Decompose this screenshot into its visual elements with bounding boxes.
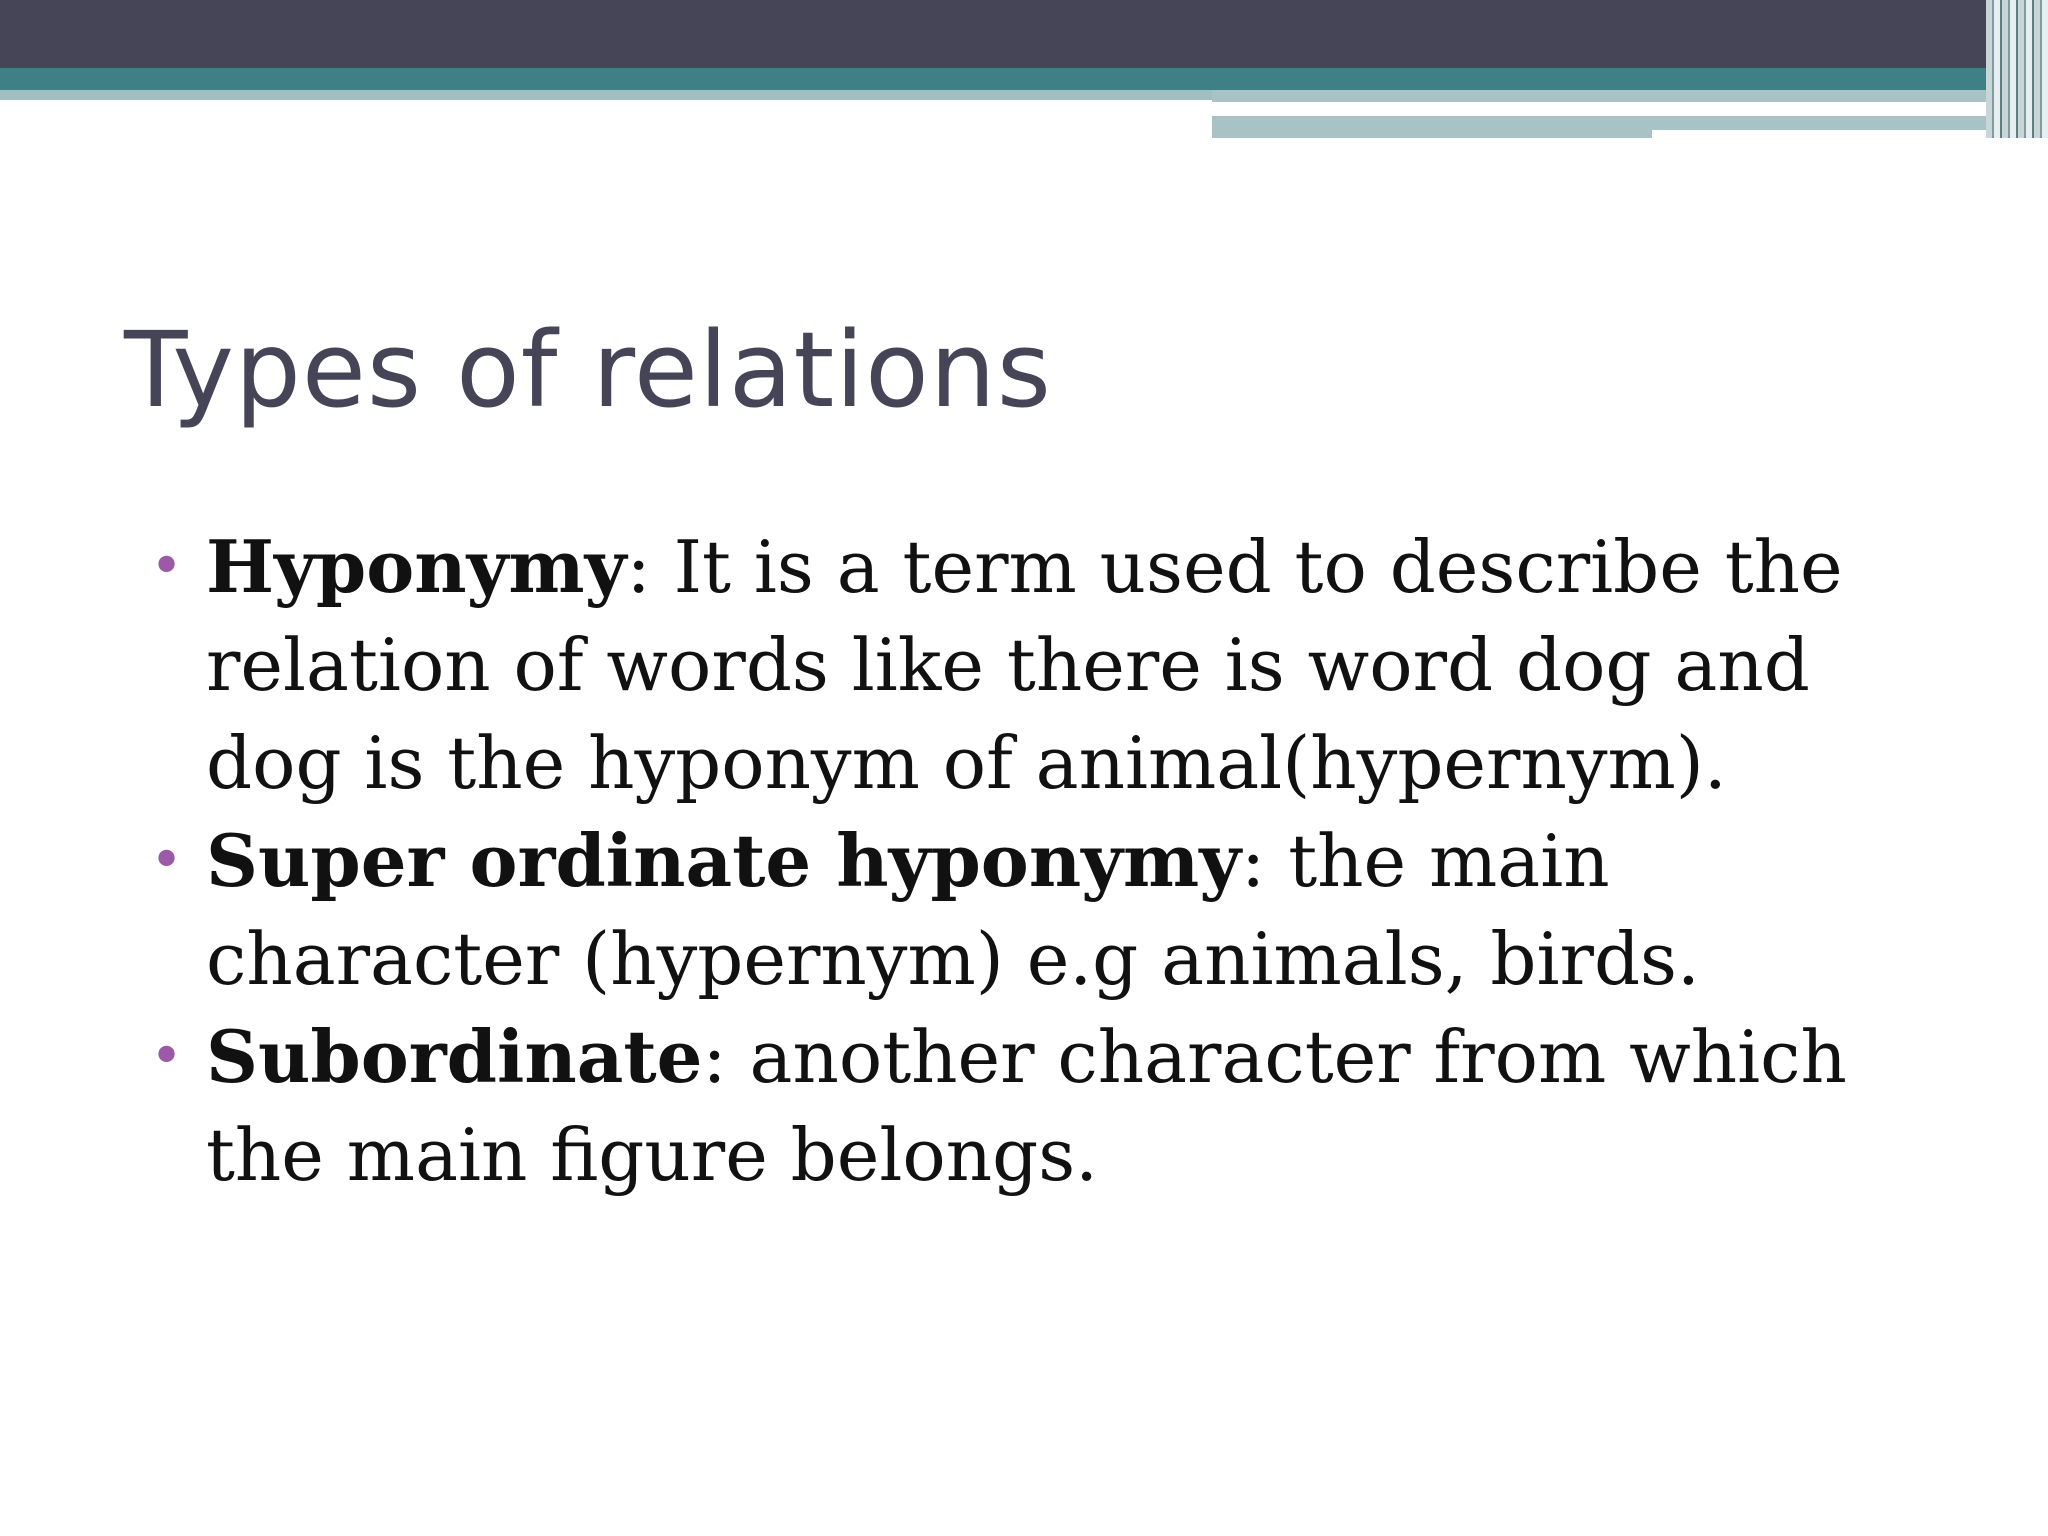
bullet-term: Subordinate xyxy=(206,1014,703,1099)
header-band-teal xyxy=(0,68,2048,90)
bullet-text: : the main character (hypernym) e.g animals, birds. xyxy=(206,819,1700,1001)
header-edge-stripes xyxy=(1986,0,2048,138)
bullet-item-subordinate xyxy=(150,1008,1910,1204)
slide-title: Types of relations xyxy=(124,309,1052,431)
bullet-text: : It is a term used to describe the relation of words like there is word dog and dog is the hyponym of animal(hypernym). xyxy=(206,525,1843,805)
header-band-dark xyxy=(0,0,2048,68)
bullet-dot-icon: • xyxy=(150,1024,184,1089)
bullet-list xyxy=(150,518,1910,1204)
bullet-item-super-ordinate xyxy=(150,812,1910,1008)
bullet-term: Super ordinate hyponymy xyxy=(206,818,1242,903)
header-band-light-left xyxy=(0,90,1212,100)
bullet-item-hyponymy xyxy=(150,518,1910,812)
bullet-dot-icon: • xyxy=(150,534,184,599)
bullet-text: : another character from which the main figure belongs. xyxy=(206,1015,1847,1197)
header-band-light-lower-right xyxy=(1652,116,2012,130)
bullet-term: Hyponymy xyxy=(206,524,627,609)
header-band-light-lower xyxy=(1212,116,1652,138)
header-band-light-right xyxy=(1212,90,2012,102)
bullet-dot-icon: • xyxy=(150,828,184,893)
